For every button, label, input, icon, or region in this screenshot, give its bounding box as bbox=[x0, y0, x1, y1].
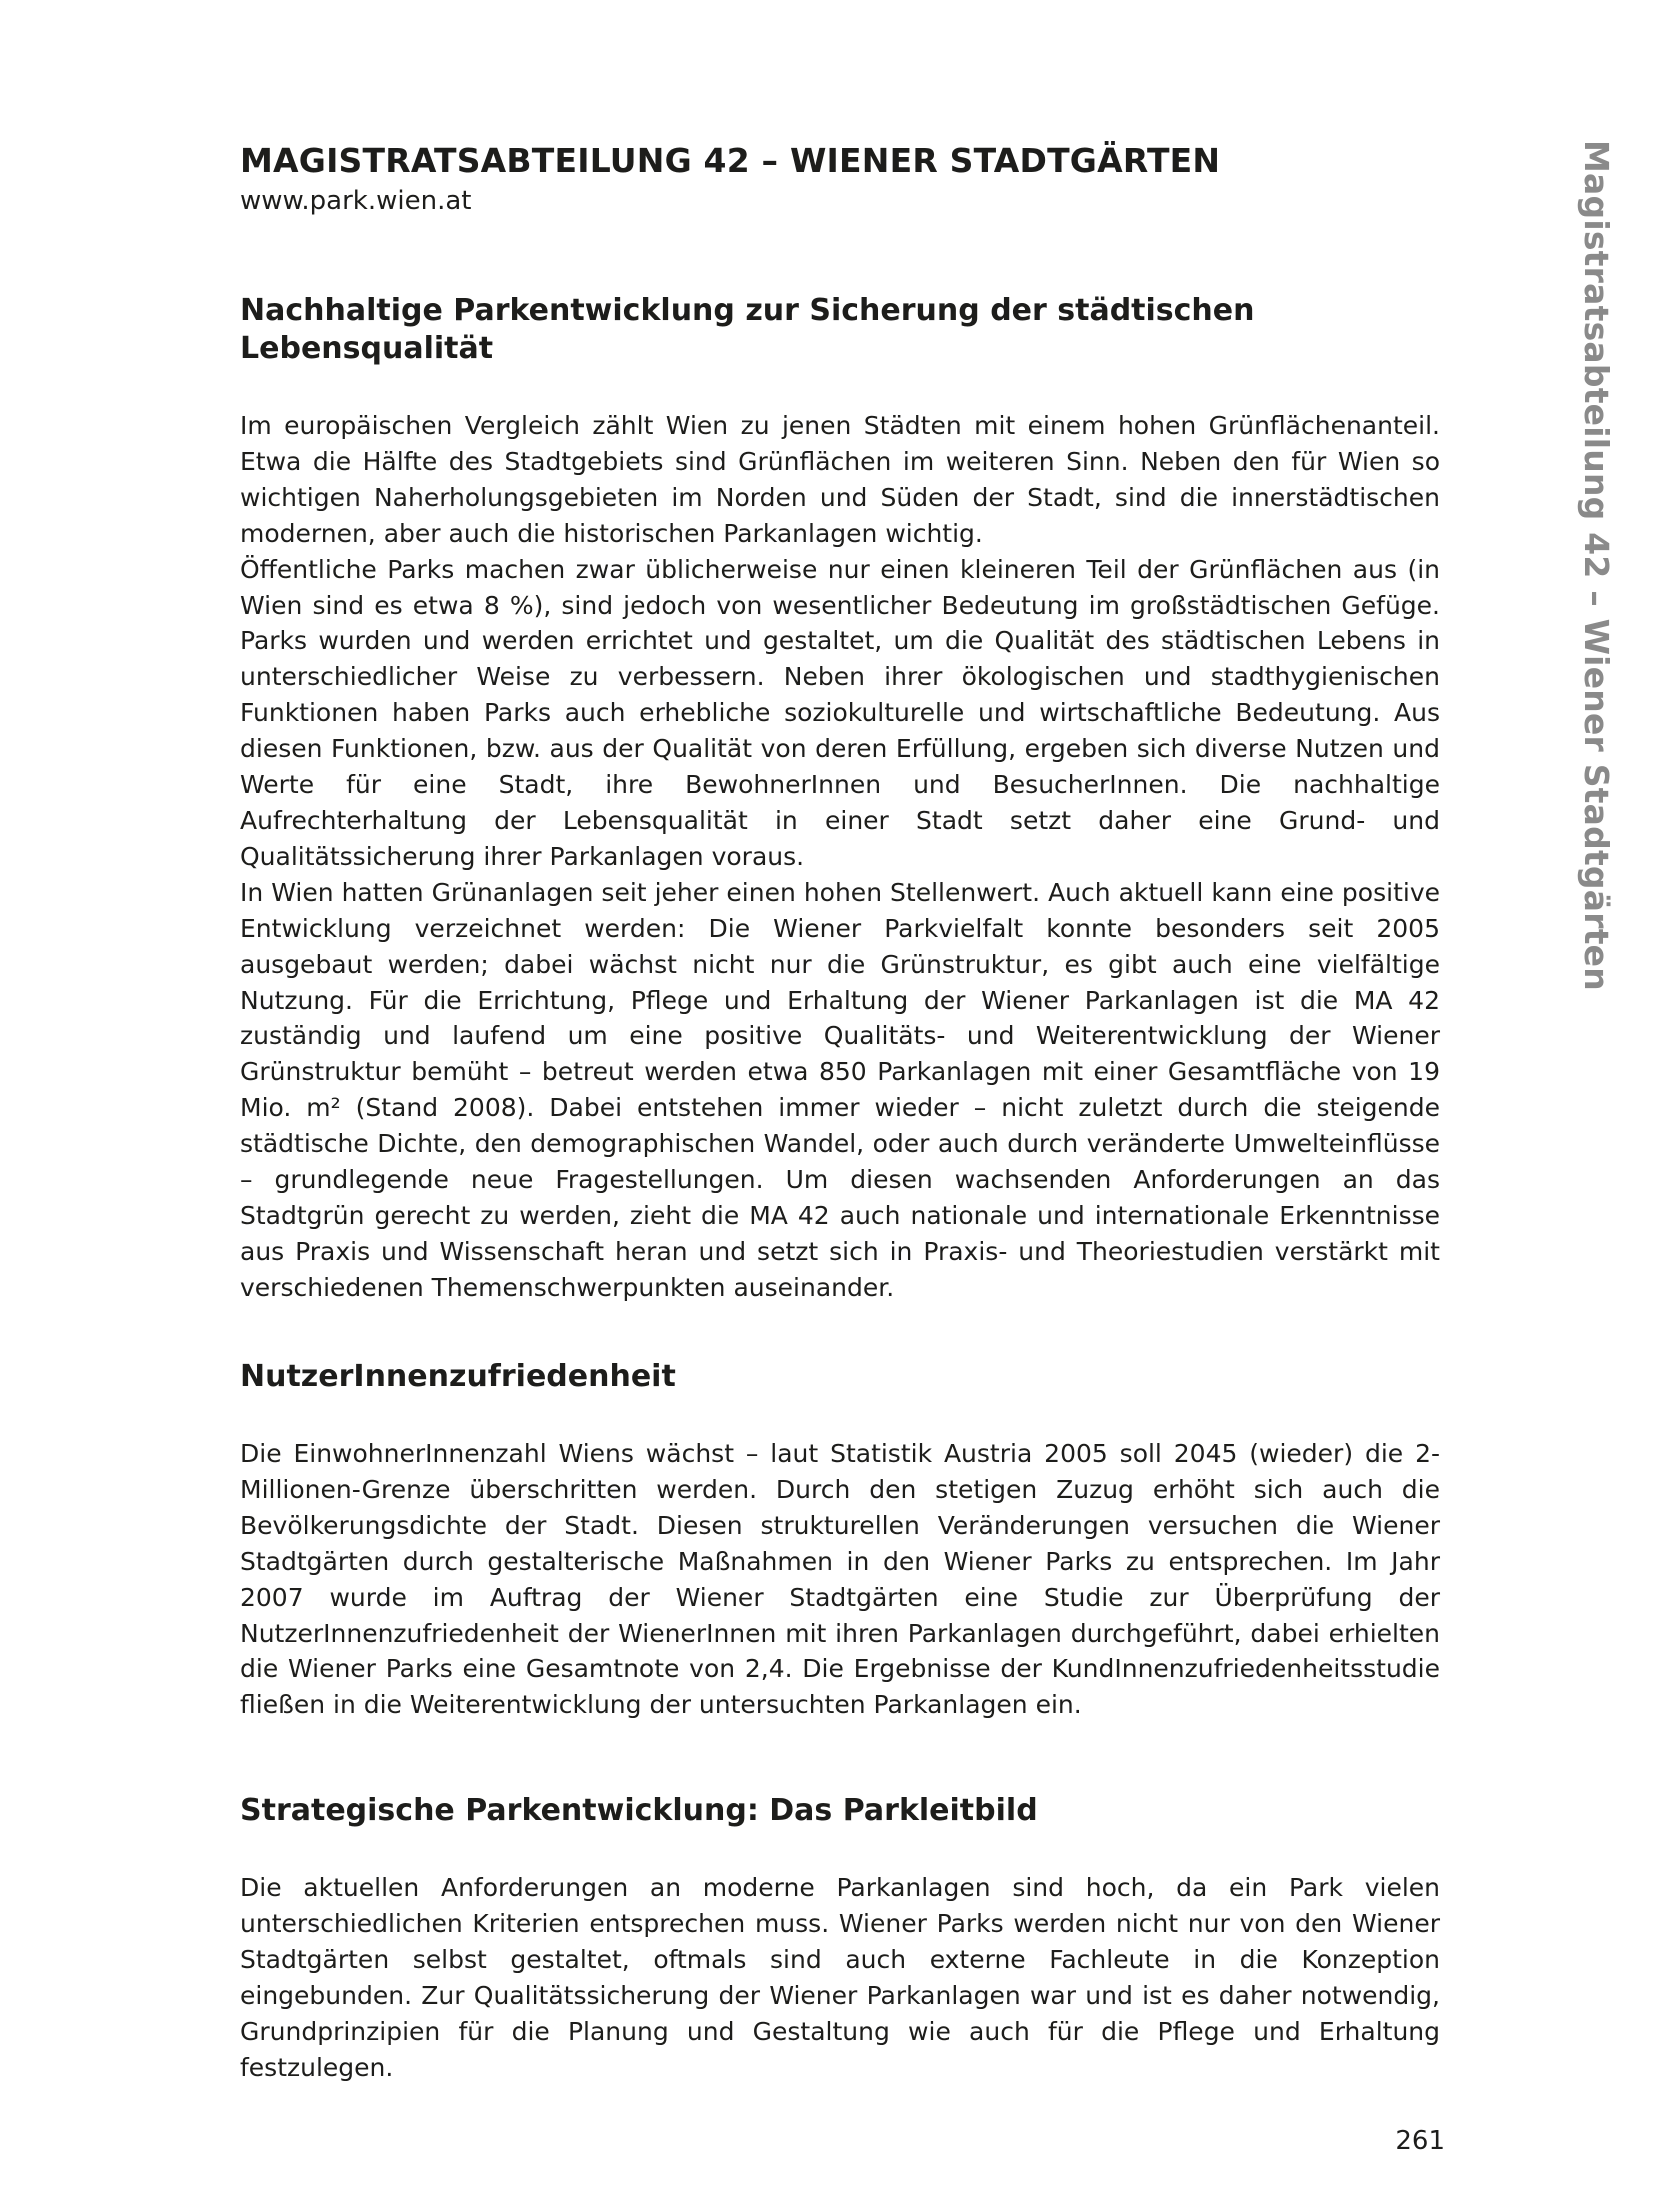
org-url[interactable]: www.park.wien.at bbox=[240, 186, 472, 216]
page-content bbox=[240, 140, 1440, 2082]
paragraph: Die aktuellen Anforderungen an moderne Parkanlagen sind hoch, da ein Park vielen unterschiedlichen Kriterien entsprechen muss. Wiener Parks werden nicht nur von den Wiener Stadtgärten selbst gestaltet, oftmals sind auch externe Fachleute in die Konzeption eingebunden. Zur Qualitätssicherung der Wiener Parkanlagen war und ist es daher notwendig, Grundprinzipien für die Planung und Gestaltung wie auch für die Pflege und Erhaltung festzulegen. bbox=[240, 1873, 1440, 2082]
section-body bbox=[240, 1870, 1440, 2085]
section-heading: Strategische Parkentwicklung: Das Parkleitbild bbox=[240, 1793, 1038, 1828]
section-body bbox=[240, 408, 1440, 1306]
paragraph: Öffentliche Parks machen zwar üblicherweise nur einen kleineren Teil der Grünflächen aus (in Wien sind es etwa 8 %), sind jedoch von wesentlicher Bedeutung im großstädtischen Gefüge. Parks wurden und werden errichtet und gestaltet, um die Qualität des städtischen Lebens in unterschiedlicher Weise zu verbessern. Neben ihrer ökologischen und stadthygienischen Funktionen haben Parks auch erhebliche soziokulturelle und wirtschaftliche Bedeutung. Aus diesen Funktionen, bzw. aus der Qualität von deren Erfüllung, ergeben sich diverse Nutzen und Werte für eine Stadt, ihre BewohnerInnen und BesucherInnen. Die nachhaltige Aufrechterhaltung der Lebensqualität in einer Stadt setzt daher eine Grund- und Qualitätssicherung ihrer Parkanlagen voraus. bbox=[240, 554, 1440, 871]
section-heading: NutzerInnenzufriedenheit bbox=[240, 1359, 676, 1394]
section-heading: Nachhaltige Parkentwicklung zur Sicherung der städtischen Lebensqualität bbox=[240, 293, 1255, 366]
side-running-title: Magistratsabteilung 42 – Wiener Stadtgärten bbox=[1577, 140, 1616, 991]
section-body bbox=[240, 1436, 1440, 1723]
paragraph: Die EinwohnerInnenzahl Wiens wächst – laut Statistik Austria 2005 soll 2045 (wieder) die 2-Millionen-Grenze überschritten werden. Durch den stetigen Zuzug erhöht sich auch die Bevölkerungsdichte der Stadt. Diesen strukturellen Veränderungen versuchen die Wiener Stadtgärten durch gestalterische Maßnahmen in den Wiener Parks zu entsprechen. Im Jahr 2007 wurde im Auftrag der Wiener Stadtgärten eine Studie zur Überprüfung der NutzerInnenzufriedenheit der WienerInnen mit ihren Parkanlagen durchgeführt, dabei erhielten die Wiener Parks eine Gesamtnote von 2,4. Die Ergebnisse der KundInnenzufriedenheitsstudie fließen in die Weiterentwicklung der untersuchten Parkanlagen ein. bbox=[240, 1439, 1440, 1720]
section-parkentwicklung bbox=[240, 292, 1440, 1306]
paragraph: In Wien hatten Grünanlagen seit jeher einen hohen Stellenwert. Auch aktuell kann eine positive Entwicklung verzeichnet werden: Die Wiener Parkvielfalt konnte besonders seit 2005 ausgebaut werden; dabei wächst nicht nur die Grünstruktur, es gibt auch eine vielfältige Nutzung. Für die Errichtung, Pflege und Erhaltung der Wiener Parkanlagen ist die MA 42 zuständig und laufend um eine positive Qualitäts- und Weiterentwicklung der Wiener Grünstruktur bemüht – betreut werden etwa 850 Parkanlagen mit einer Gesamtfläche von 19 Mio. m² (Stand 2008). Dabei entstehen immer wieder – nicht zuletzt durch die steigende städtische Dichte, den demographischen Wandel, oder auch durch veränderte Umwelteinflüsse – grundlegende neue Fragestellungen. Um diesen wachsenden Anforderungen an das Stadtgrün gerecht zu werden, zieht die MA 42 auch nationale und internationale Erkenntnisse aus Praxis und Wissenschaft heran und setzt sich in Praxis- und Theoriestudien verstärkt mit verschiedenen Themenschwerpunkten auseinander. bbox=[240, 877, 1440, 1302]
section-parkleitbild bbox=[240, 1792, 1440, 2085]
org-title: MAGISTRATSABTEILUNG 42 – WIENER STADTGÄRTEN bbox=[240, 141, 1221, 180]
paragraph: Im europäischen Vergleich zählt Wien zu jenen Städten mit einem hohen Grünflächenanteil. Etwa die Hälfte des Stadtgebiets sind Grünflächen im weiteren Sinn. Neben den für Wien so wichtigen Naherholungsgebieten im Norden und Süden der Stadt, sind die innerstädtischen modernen, aber auch die historischen Parkanlagen wichtig. bbox=[240, 411, 1440, 548]
section-nutzerinnenzufriedenheit bbox=[240, 1358, 1440, 1723]
page-number: 261 bbox=[1395, 2126, 1445, 2156]
